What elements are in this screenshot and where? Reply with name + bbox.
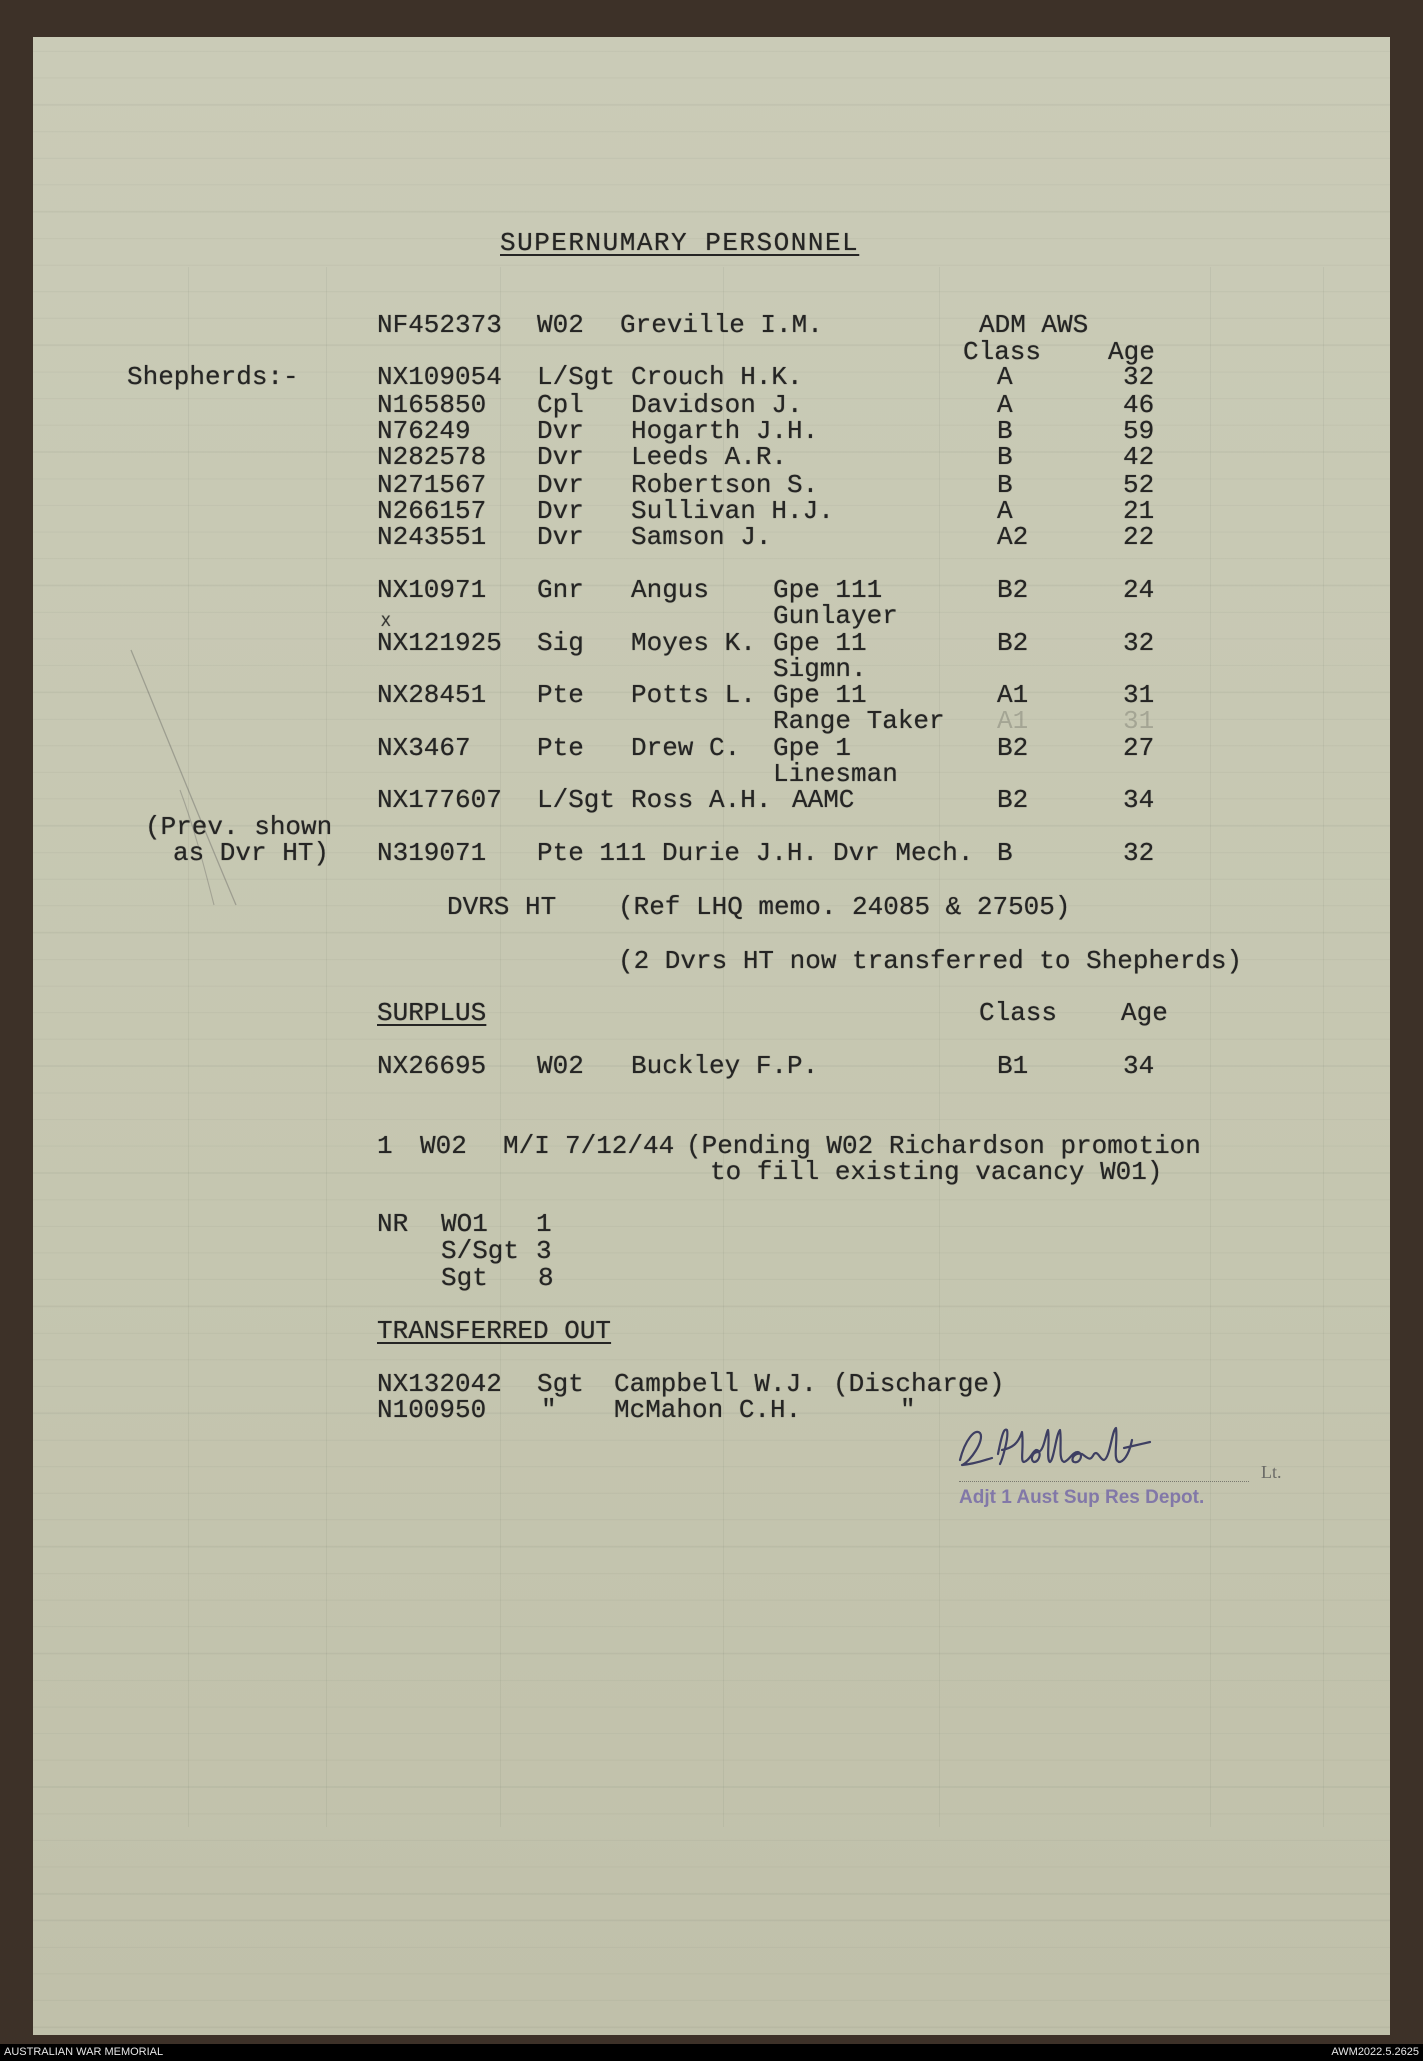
surplus-heading: SURPLUS xyxy=(377,998,487,1028)
age: 31 xyxy=(1123,680,1155,710)
rank: Pte xyxy=(537,733,584,763)
archive-name: AUSTRALIAN WAR MEMORIAL xyxy=(4,2046,164,2058)
service-number: NF452373 xyxy=(377,310,502,340)
trade-row xyxy=(0,706,1423,736)
name: Crouch H.K. xyxy=(631,362,803,392)
service-number: N76249 xyxy=(377,416,471,446)
name: Buckley F.P. xyxy=(631,1051,819,1081)
nr-rank: S/Sgt xyxy=(441,1236,520,1266)
margin-mark: X xyxy=(381,613,391,631)
class: A xyxy=(997,496,1013,526)
pending-note: (Pending W02 Richardson promotion xyxy=(686,1131,1201,1161)
name: Davidson J. xyxy=(631,390,803,420)
age: 21 xyxy=(1123,496,1155,526)
name: Durie J.H. xyxy=(662,838,819,868)
rank: L/Sgt xyxy=(537,362,616,392)
group: Gpe 11 xyxy=(773,628,867,658)
class-header: Class xyxy=(979,998,1058,1028)
class: B2 xyxy=(997,628,1029,658)
trade: Dvr Mech. xyxy=(833,838,974,868)
class: B2 xyxy=(997,733,1029,763)
class: A xyxy=(997,390,1013,420)
signature-line xyxy=(959,1481,1249,1482)
pending-rank: W02 xyxy=(420,1131,467,1161)
name: Hogarth J.H. xyxy=(631,416,819,446)
age: 34 xyxy=(1123,785,1155,815)
class: B2 xyxy=(997,785,1029,815)
nr-rank: WO1 xyxy=(441,1209,488,1239)
nr-count: 3 xyxy=(536,1236,552,1266)
dvrs-row xyxy=(0,892,1423,922)
signature xyxy=(950,1418,1190,1480)
transferred-heading: TRANSFERRED OUT xyxy=(377,1316,612,1346)
table-row xyxy=(0,1395,1423,1425)
name: Robertson S. xyxy=(631,470,819,500)
nr-label: NR xyxy=(377,1209,409,1239)
trade: Range Taker xyxy=(773,706,945,736)
age: 34 xyxy=(1123,1051,1155,1081)
rank: W02 xyxy=(537,310,584,340)
faint-age: 31 xyxy=(1123,706,1155,736)
service-number: N282578 xyxy=(377,442,487,472)
nr-row xyxy=(0,1209,1423,1239)
remark: " xyxy=(900,1395,916,1425)
dvrs-label: DVRS HT xyxy=(447,892,557,922)
rank: Gnr xyxy=(537,575,584,605)
name: Greville I.M. xyxy=(620,310,823,340)
age: 59 xyxy=(1123,416,1155,446)
nr-count: 8 xyxy=(538,1263,554,1293)
age: 22 xyxy=(1123,522,1155,552)
trade: Linesman xyxy=(773,759,898,789)
pending-note-continued: to fill existing vacancy W01) xyxy=(710,1157,1163,1187)
age-header: Age xyxy=(1121,998,1168,1028)
name: Moyes K. xyxy=(631,628,756,658)
table-row xyxy=(0,1051,1423,1081)
class: B2 xyxy=(997,575,1029,605)
nr-row xyxy=(0,1263,1423,1293)
table-row xyxy=(0,838,1423,868)
service-number: N271567 xyxy=(377,470,487,500)
service-number: N243551 xyxy=(377,522,487,552)
dvrs-note: (2 Dvrs HT now transferred to Shepherds) xyxy=(618,946,1243,976)
name: Campbell W.J. xyxy=(614,1369,817,1399)
rank: " xyxy=(541,1395,557,1425)
service-number: NX28451 xyxy=(377,680,487,710)
rank: Pte 111 xyxy=(537,838,647,868)
table-row xyxy=(0,785,1423,815)
rank: L/Sgt xyxy=(537,785,616,815)
service-number: NX121925 xyxy=(377,628,502,658)
class: A2 xyxy=(997,522,1029,552)
service-number: NX26695 xyxy=(377,1051,487,1081)
table-row xyxy=(0,442,1423,472)
rank: Dvr xyxy=(537,470,584,500)
class: B xyxy=(997,838,1013,868)
class-header: Class xyxy=(963,337,1042,367)
age-header: Age xyxy=(1108,337,1155,367)
rank: Sig xyxy=(537,628,584,658)
age: 52 xyxy=(1123,470,1155,500)
archive-footer xyxy=(0,2044,1423,2061)
group: Gpe 11 xyxy=(773,680,867,710)
age: 32 xyxy=(1123,838,1155,868)
name: Potts L. xyxy=(631,680,756,710)
name: Leeds A.R. xyxy=(631,442,788,472)
name: Sullivan H.J. xyxy=(631,496,834,526)
unit: AAMC xyxy=(792,785,855,815)
archive-reference: AWM2022.5.2625 xyxy=(1331,2046,1419,2058)
signatory-rank: Lt. xyxy=(1261,1462,1282,1482)
lead-row xyxy=(0,310,1423,340)
service-number: NX132042 xyxy=(377,1369,502,1399)
class: B1 xyxy=(997,1051,1029,1081)
margin-note: (Prev. shown xyxy=(145,812,333,842)
trade: Sigmn. xyxy=(773,654,867,684)
nr-rank: Sgt xyxy=(441,1263,488,1293)
rank: Cpl xyxy=(537,390,584,420)
shepherds-label: Shepherds:- xyxy=(127,362,299,392)
remark: (Discharge) xyxy=(833,1369,1005,1399)
age: 27 xyxy=(1123,733,1155,763)
class: A1 xyxy=(997,680,1029,710)
table-row xyxy=(0,362,1423,392)
service-number: N100950 xyxy=(377,1395,487,1425)
margin-note: as Dvr HT) xyxy=(173,838,330,868)
rank: Sgt xyxy=(537,1369,584,1399)
class: A xyxy=(997,362,1013,392)
rank: Dvr xyxy=(537,496,584,526)
trade-row xyxy=(0,601,1423,631)
name: Ross A.H. xyxy=(631,785,772,815)
age: 32 xyxy=(1123,628,1155,658)
service-number: N266157 xyxy=(377,496,487,526)
faint-class: A1 xyxy=(997,706,1029,736)
age: 24 xyxy=(1123,575,1155,605)
rank: Dvr xyxy=(537,522,584,552)
age: 46 xyxy=(1123,390,1155,420)
adm-aws-header: ADM AWS xyxy=(979,310,1089,340)
service-number: NX109054 xyxy=(377,362,502,392)
name: Drew C. xyxy=(631,733,741,763)
class: B xyxy=(997,416,1013,446)
service-number: NX10971 xyxy=(377,575,487,605)
age: 32 xyxy=(1123,362,1155,392)
rank: Dvr xyxy=(537,442,584,472)
trade: Gunlayer xyxy=(773,601,898,631)
table-row xyxy=(0,522,1423,552)
surplus-headers xyxy=(0,998,1423,1028)
rank: W02 xyxy=(537,1051,584,1081)
nr-row xyxy=(0,1236,1423,1266)
class: B xyxy=(997,470,1013,500)
dvrs-reference: (Ref LHQ memo. 24085 & 27505) xyxy=(618,892,1071,922)
name: Angus xyxy=(631,575,710,605)
unit-stamp: Adjt 1 Aust Sup Res Depot. xyxy=(959,1487,1205,1508)
service-number: N319071 xyxy=(377,838,487,868)
rank: Pte xyxy=(537,680,584,710)
group: Gpe 1 xyxy=(773,733,852,763)
service-number: NX3467 xyxy=(377,733,471,763)
nr-count: 1 xyxy=(536,1209,552,1239)
pending-code: M/I xyxy=(503,1131,550,1161)
pending-qty: 1 xyxy=(377,1131,393,1161)
class: B xyxy=(997,442,1013,472)
pending-date: 7/12/44 xyxy=(565,1131,675,1161)
age: 42 xyxy=(1123,442,1155,472)
name: McMahon C.H. xyxy=(614,1395,802,1425)
name: Samson J. xyxy=(631,522,772,552)
page-title: SUPERNUMARY PERSONNEL xyxy=(500,228,860,258)
service-number: N165850 xyxy=(377,390,487,420)
rank: Dvr xyxy=(537,416,584,446)
group: Gpe 111 xyxy=(773,575,883,605)
service-number: NX177607 xyxy=(377,785,502,815)
